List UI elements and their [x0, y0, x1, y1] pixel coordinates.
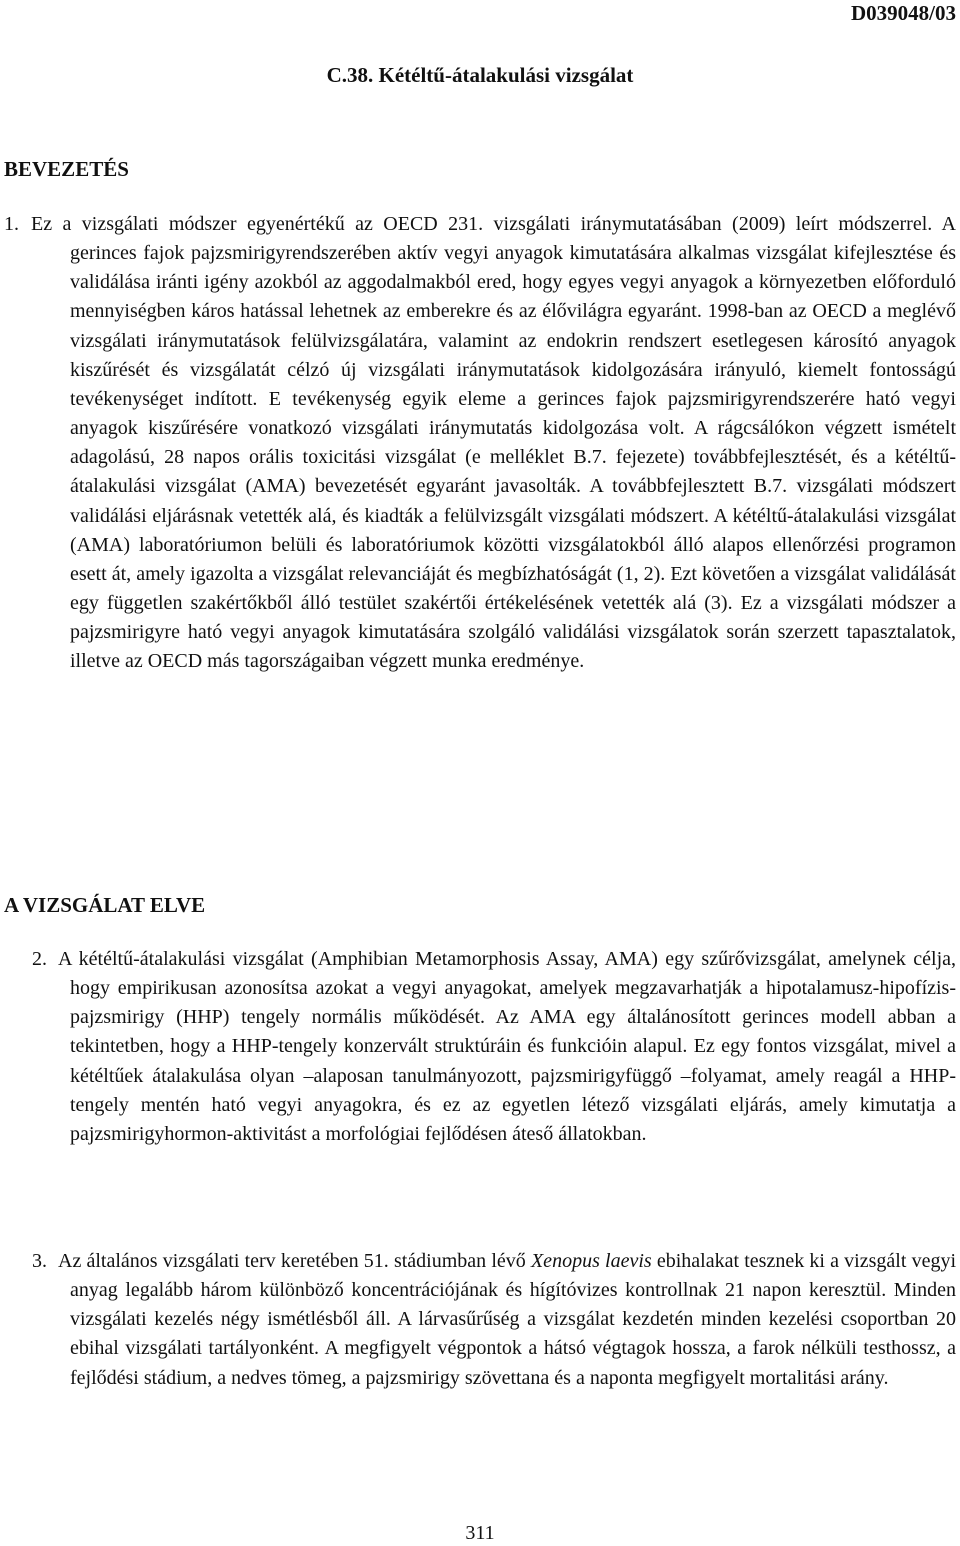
- paragraph-3: [32, 1247, 956, 1393]
- paragraph-2: [32, 945, 956, 1149]
- page-number: 311: [465, 1522, 495, 1544]
- species-name: Xenopus laevis: [530, 1250, 652, 1272]
- paragraph-text-start: Az általános vizsgálati terv keretében 51. stádiumban lévő: [58, 1250, 531, 1272]
- paragraph-1: [4, 210, 956, 677]
- paragraph-text: [32, 1247, 956, 1393]
- section-heading-introduction: BEVEZETÉS: [4, 157, 129, 181]
- document-title: C.38. Kétéltű-átalakulási vizsgálat: [326, 63, 634, 87]
- paragraph-number: 1.: [4, 213, 19, 235]
- paragraph-text: Ez a vizsgálati módszer egyenértékű az OECD 231. vizsgálati iránymutatásában (2009) leírt módszerrel. A gerinces fajok pajzsmirigyrendszerében aktív vegyi anyagok kimutatására alkalmas vizsgálat kifejlesztése és validálása iránti igény azokból az aggodalmakból ered, hogy egyes vegyi anyagok a környezetben előforduló mennyiségben káros hatással lehetnek az emberekre és az élővilágra egyaránt. 1998-ban az OECD a meglévő vizsgálati iránymutatások felülvizsgálatára, valamint az endokrin rendszert esetlegesen károsító anyagok kiszűrését és vizsgálatát célzó új vizsgálati iránymutatások kidolgozására irányuló, kiemelt fontosságú tevékenységet indított. E tevékenység egyik eleme a gerinces fajok pajzsmirigyrendszerére ható vegyi anyagok kiszűrésére vonatkozó vizsgálati iránymutatás kidolgozása volt. A rágcsálókon végzett ismételt adagolású, 28 napos orális toxicitási vizsgálat (e melléklet B.7. fejezete) továbbfejlesztését, és a kétéltű-átalakulási vizsgálat (AMA) bevezetését egyaránt javasolták. A továbbfejlesztett B.7. vizsgálati módszert validálási eljárásnak vetették alá, és kiadták a felülvizsgált vizsgálati módszert. A kétéltű-átalakulási vizsgálat (AMA) laboratóriumon belüli és laboratóriumok közötti vizsgálatokból álló alapos ellenőrzési programon esett át, amely igazolta a vizsgálat relevanciáját és megbízhatóságát (1, 2). Ezt követően a vizsgálat validálását egy független szakértőkből álló testület szakértői értékelésének vetették alá (3). Ez a vizsgálati módszer a pajzsmirigyre ható vegyi anyagok kimutatására szolgáló validálási vizsgálatok során szerzett tapasztalatok, illetve az OECD más tagországaiban végzett munka eredménye.: [31, 213, 956, 673]
- document-id: D039048/03: [851, 1, 956, 25]
- paragraph-number: 2.: [32, 948, 47, 970]
- paragraph-text-end: ebihalakat tesznek ki a vizsgált vegyi anyag legalább három különböző koncentrációjának és hígítóvizes kontrollnak 21 napon keresztül. Minden vizsgálati kezelés négy ismétlésből áll. A lárvasűrűség a vizsgálat kezdetén minden kezelési csoportban 20 ebihal vizsgálati tartályonként. A megfigyelt végpontok a hátsó végtagok hossza, a farok nélküli testhossz, a fejlődési stádium, a nedves tömeg, a pajzsmirigy szövettana és a naponta megfigyelt mortalitási arány.: [70, 1250, 956, 1389]
- paragraph-text: A kétéltű-átalakulási vizsgálat (Amphibian Metamorphosis Assay, AMA) egy szűrővizsgálat, amelynek célja, hogy empirikusan azonosítsa azokat a vegyi anyagokat, amelyek megzavarhatják a hipotalamusz-hipofízis-pajzsmirigy (HHP) tengely normális működését. Az AMA egy általánosított gerinces modell abban a tekintetben, hogy a HHP-tengely konzervált struktúráin és funkcióin alapul. Ez egy fontos vizsgálat, mivel a kétéltűek átalakulása olyan –alaposan tanulmányozott, pajzsmirigyfüggő –folyamat, amely reagál a HHP-tengely mentén ható vegyi anyagokra, és ez az egyetlen létező vizsgálati eljárás, amely kimutatja a pajzsmirigyhormon-aktivitást a morfológiai fejlődésen áteső állatokban.: [58, 948, 956, 1145]
- paragraph-number: 3.: [32, 1250, 47, 1272]
- section-heading-principle: A VIZSGÁLAT ELVE: [4, 893, 206, 917]
